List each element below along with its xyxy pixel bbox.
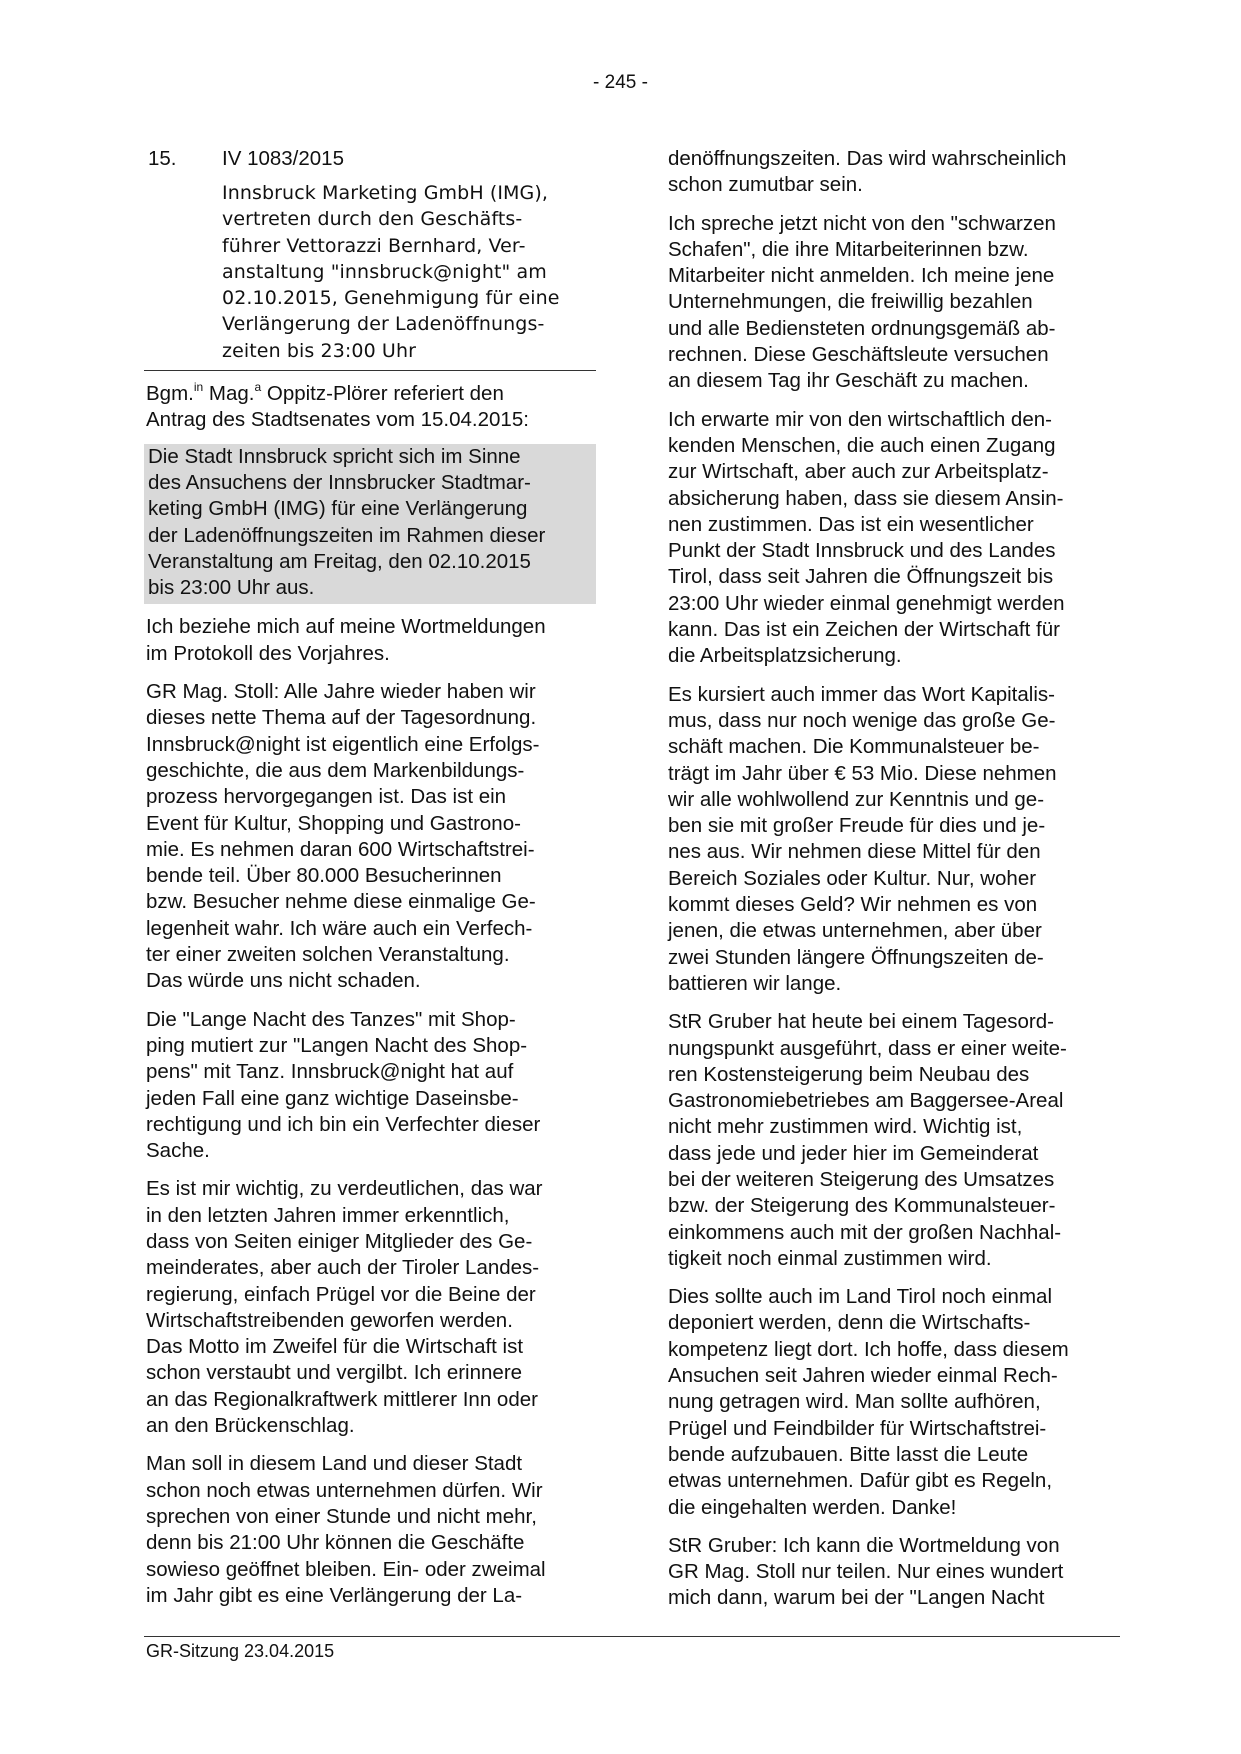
agenda-item-number: 15. [148, 147, 177, 170]
body-paragraph-line: nen zustimmen. Das ist ein wesentlicher [668, 512, 1034, 536]
body-paragraph-line: wir alle wohlwollend zur Kenntnis und ge- [668, 787, 1045, 811]
body-paragraph-line: regierung, einfach Prügel vor die Beine der [146, 1282, 536, 1306]
body-paragraph-line: Die "Lange Nacht des Tanzes" mit Shop- [146, 1007, 516, 1031]
body-paragraph-line: rechtigung und ich bin ein Verfechter dieser [146, 1112, 541, 1136]
body-paragraph-line: ter einer zweiten solchen Veranstaltung. [146, 943, 510, 967]
right-column [668, 146, 1118, 1624]
body-paragraph-line: Ansuchen seit Jahren wieder einmal Rech- [668, 1364, 1058, 1388]
body-paragraph-line: zur Wirtschaft, aber auch zur Arbeitsplatz- [668, 460, 1049, 484]
body-paragraph-line: im Protokoll des Vorjahres. [146, 641, 390, 665]
body-paragraph-line: denöffnungszeiten. Das wird wahrscheinlich [668, 147, 1067, 170]
body-paragraph-line: die eingehalten werden. Danke! [668, 1495, 957, 1519]
body-paragraph-line: an den Brückenschlag. [146, 1414, 355, 1438]
body-paragraph-line: ben sie mit großer Freude für dies und je- [668, 814, 1046, 838]
body-paragraph-line: Tirol, dass seit Jahren die Öffnungszeit bis [668, 565, 1054, 589]
body-paragraph-line: dass von Seiten einiger Mitglieder des Ge- [146, 1229, 533, 1253]
body-paragraph-line: schon noch etwas unternehmen dürfen. Wir [146, 1478, 543, 1502]
body-paragraph-line: jeden Fall eine ganz wichtige Daseinsbe- [146, 1086, 519, 1110]
body-paragraph-line: 23:00 Uhr wieder einmal genehmigt werden [668, 591, 1065, 615]
body-paragraph-line: in den letzten Jahren immer erkenntlich, [146, 1203, 510, 1227]
title-divider [144, 370, 596, 371]
body-paragraph [146, 1451, 594, 1609]
body-paragraph-line: bende teil. Über 80.000 Besucherinnen [146, 864, 502, 888]
body-paragraph-line: Prügel und Feindbilder für Wirtschaftstrei- [668, 1416, 1047, 1440]
body-paragraph-line: ren Kostensteigerung beim Neubau des [668, 1062, 1030, 1086]
agenda-item-header [146, 146, 594, 172]
body-paragraph-line: schon verstaubt und vergilbt. Ich erinnere [146, 1361, 523, 1385]
body-paragraph-line: pens" mit Tanz. Innsbruck@night hat auf [146, 1060, 514, 1084]
body-paragraph-line: an diesem Tag ihr Geschäft zu machen. [668, 369, 1029, 393]
body-paragraph [668, 1533, 1118, 1612]
body-paragraph-line: etwas unternehmen. Dafür gibt es Regeln, [668, 1469, 1053, 1493]
body-paragraph-line: sprechen von einer Stunde und nicht mehr, [146, 1504, 537, 1528]
agenda-item-title-line: führer Vettorazzi Bernhard, Ver- [222, 234, 526, 257]
body-paragraph-line: nung getragen wird. Man sollte aufhören, [668, 1390, 1041, 1414]
motion-text-box-line: der Ladenöffnungszeiten im Rahmen dieser [148, 523, 546, 547]
body-paragraph-line: meinderates, aber auch der Tiroler Landes- [146, 1256, 540, 1280]
agenda-item-title-line: anstaltung "innsbruck@night" am [222, 260, 547, 283]
body-paragraph-line: trägt im Jahr über € 53 Mio. Diese nehmen [668, 761, 1057, 785]
body-paragraph-line: bei der weiteren Steigerung des Umsatzes [668, 1167, 1055, 1191]
body-paragraph-line: Ich spreche jetzt nicht von den "schwarzen [668, 211, 1056, 235]
body-paragraph-line: nicht mehr zustimmen wird. Wichtig ist, [668, 1115, 1023, 1139]
agenda-item-title-line: 02.10.2015, Genehmigung für eine [222, 287, 560, 310]
left-paragraphs [146, 614, 594, 1609]
body-paragraph-line: GR Mag. Stoll: Alle Jahre wieder haben wir [146, 680, 536, 704]
intro-sup-a: a [254, 380, 262, 395]
body-paragraph-line: bzw. der Steigerung des Kommunalsteuer- [668, 1194, 1056, 1218]
body-paragraph-line: an das Regionalkraftwerk mittlerer Inn oder [146, 1387, 538, 1411]
body-paragraph [146, 1007, 594, 1165]
body-paragraph-line: battieren wir lange. [668, 971, 842, 995]
body-paragraph-line: Innsbruck@night ist eigentlich eine Erfolgs- [146, 732, 540, 756]
body-paragraph [668, 407, 1118, 670]
body-paragraph-line: dass jede und jeder hier im Gemeinderat [668, 1141, 1039, 1165]
body-paragraph-line: geschichte, die aus dem Markenbildungs- [146, 758, 525, 782]
footer-session-date: GR-Sitzung 23.04.2015 [146, 1641, 335, 1661]
body-paragraph-line: kenden Menschen, die auch einen Zugang [668, 433, 1056, 457]
body-paragraph-line: absicherung haben, dass sie diesem Ansin- [668, 486, 1064, 510]
body-paragraph-line: schon zumutbar sein. [668, 173, 863, 197]
intro-mid: Mag. [203, 382, 255, 406]
body-paragraph-line: mus, dass nur noch wenige das große Ge- [668, 708, 1056, 732]
agenda-item-title [222, 180, 594, 370]
agenda-item-title-line: vertreten durch den Geschäfts- [222, 208, 523, 231]
body-paragraph [146, 679, 594, 995]
body-paragraph [146, 614, 594, 667]
agenda-item-title-line: Innsbruck Marketing GmbH (IMG), [222, 182, 549, 204]
body-paragraph-line: sowieso geöffnet bleiben. Ein- oder zweimal [146, 1557, 546, 1581]
body-paragraph-line: nes aus. Wir nehmen diese Mittel für den [668, 840, 1041, 864]
right-paragraphs [668, 146, 1118, 1612]
body-paragraph-line: Man soll in diesem Land und dieser Stadt [146, 1452, 523, 1476]
body-paragraph-line: bende aufzubauen. Bitte lasst die Leute [668, 1442, 1029, 1466]
intro-prefix: Bgm. [146, 382, 194, 406]
body-paragraph-line: StR Gruber hat heute bei einem Tagesord- [668, 1010, 1054, 1034]
intro-rest: Oppitz-Plörer referiert den [261, 382, 504, 406]
intro-line2: Antrag des Stadtsenates vom 15.04.2015: [146, 408, 529, 432]
body-paragraph-line: schäft machen. Die Kommunalsteuer be- [668, 735, 1040, 759]
body-paragraph-line: Das Motto im Zweifel für die Wirtschaft ist [146, 1335, 524, 1359]
footer-divider [144, 1636, 1120, 1637]
agenda-item-title-line: zeiten bis 23:00 Uhr [222, 339, 416, 362]
body-paragraph-line: kann. Das ist ein Zeichen der Wirtschaft für [668, 618, 1060, 642]
body-paragraph-line: jenen, die etwas unternehmen, aber über [668, 919, 1042, 943]
intro-sup-in: in [193, 380, 204, 395]
body-paragraph-line: Schafen", die ihre Mitarbeiterinnen bzw. [668, 237, 1029, 261]
body-paragraph-line: rechnen. Diese Geschäftsleute versuchen [668, 343, 1049, 367]
body-paragraph-line: im Jahr gibt es eine Verlängerung der La- [146, 1583, 523, 1607]
body-paragraph-line: StR Gruber: Ich kann die Wortmeldung von [668, 1533, 1060, 1557]
body-paragraph [668, 146, 1118, 199]
motion-text-box-line: Veranstaltung am Freitag, den 02.10.2015 [148, 549, 531, 573]
body-paragraph [668, 682, 1118, 998]
body-paragraph-line: Es kursiert auch immer das Wort Kapitalis- [668, 682, 1055, 706]
left-column [146, 146, 594, 1621]
body-paragraph-line: denn bis 21:00 Uhr können die Geschäfte [146, 1531, 525, 1555]
motion-text-box-line: keting GmbH (IMG) für eine Verlängerung [148, 497, 528, 521]
motion-text-box-line: bis 23:00 Uhr aus. [148, 576, 315, 600]
body-paragraph-line: Ich erwarte mir von den wirtschaftlich den- [668, 407, 1052, 431]
body-paragraph-line: GR Mag. Stoll nur teilen. Nur eines wundert [668, 1560, 1064, 1584]
body-paragraph-line: deponiert werden, denn die Wirtschafts- [668, 1311, 1031, 1335]
body-paragraph-line: Bereich Soziales oder Kultur. Nur, woher [668, 866, 1037, 890]
body-paragraph-line: Sache. [146, 1139, 210, 1163]
body-paragraph-line: dieses nette Thema auf der Tagesordnung. [146, 706, 537, 730]
agenda-item-reference: IV 1083/2015 [222, 147, 344, 170]
body-paragraph-line: bzw. Besucher nehme diese einmalige Ge- [146, 890, 536, 914]
motion-text-box [144, 444, 596, 605]
body-paragraph-line: Das würde uns nicht schaden. [146, 969, 421, 993]
body-paragraph-line: kompetenz liegt dort. Ich hoffe, dass diesem [668, 1337, 1069, 1361]
body-paragraph-line: mie. Es nehmen daran 600 Wirtschaftstrei- [146, 837, 535, 861]
body-paragraph-line: Es ist mir wichtig, zu verdeutlichen, das war [146, 1177, 543, 1201]
body-paragraph-line: Event für Kultur, Shopping und Gastrono- [146, 811, 521, 835]
motion-text-box-line: Die Stadt Innsbruck spricht sich im Sinne [148, 444, 521, 468]
motion-text-box-line: des Ansuchens der Innsbrucker Stadtmar- [148, 470, 531, 494]
body-paragraph [668, 211, 1118, 395]
body-paragraph [146, 1176, 594, 1439]
body-paragraph-line: mich dann, warum bei der "Langen Nacht [668, 1586, 1045, 1610]
body-paragraph-line: prozess hervorgegangen ist. Das ist ein [146, 785, 507, 809]
body-paragraph-line: die Arbeitsplatzsicherung. [668, 644, 902, 668]
body-paragraph-line: Gastronomiebetriebes am Baggersee-Areal [668, 1089, 1064, 1113]
body-paragraph-line: Punkt der Stadt Innsbruck und des Landes [668, 539, 1056, 563]
agenda-item-title-line: Verlängerung der Ladenöffnungs- [222, 313, 545, 336]
body-paragraph-line: Wirtschaftstreibenden geworfen werden. [146, 1308, 513, 1332]
page-number: - 245 - [593, 72, 648, 93]
body-paragraph [668, 1284, 1118, 1521]
body-paragraph-line: Ich beziehe mich auf meine Wortmeldungen [146, 615, 546, 639]
body-paragraph-line: einkommens auch mit der großen Nachhal- [668, 1220, 1062, 1244]
body-paragraph-line: nungspunkt ausgeführt, dass er einer weite- [668, 1036, 1067, 1060]
intro-paragraph [146, 381, 594, 434]
body-paragraph [668, 1009, 1118, 1272]
body-paragraph-line: zwei Stunden längere Öffnungszeiten de- [668, 945, 1044, 969]
body-paragraph-line: Unternehmungen, die freiwillig bezahlen [668, 290, 1033, 314]
body-paragraph-line: kommt dieses Geld? Wir nehmen es von [668, 893, 1038, 917]
body-paragraph-line: und alle Bediensteten ordnungsgemäß ab- [668, 316, 1056, 340]
body-paragraph-line: Dies sollte auch im Land Tirol noch einmal [668, 1285, 1052, 1309]
body-paragraph-line: legenheit wahr. Ich wäre auch ein Verfech- [146, 916, 533, 940]
body-paragraph-line: Mitarbeiter nicht anmelden. Ich meine jene [668, 264, 1055, 288]
body-paragraph-line: tigkeit noch einmal zustimmen wird. [668, 1246, 992, 1270]
body-paragraph-line: ping mutiert zur "Langen Nacht des Shop- [146, 1033, 528, 1057]
